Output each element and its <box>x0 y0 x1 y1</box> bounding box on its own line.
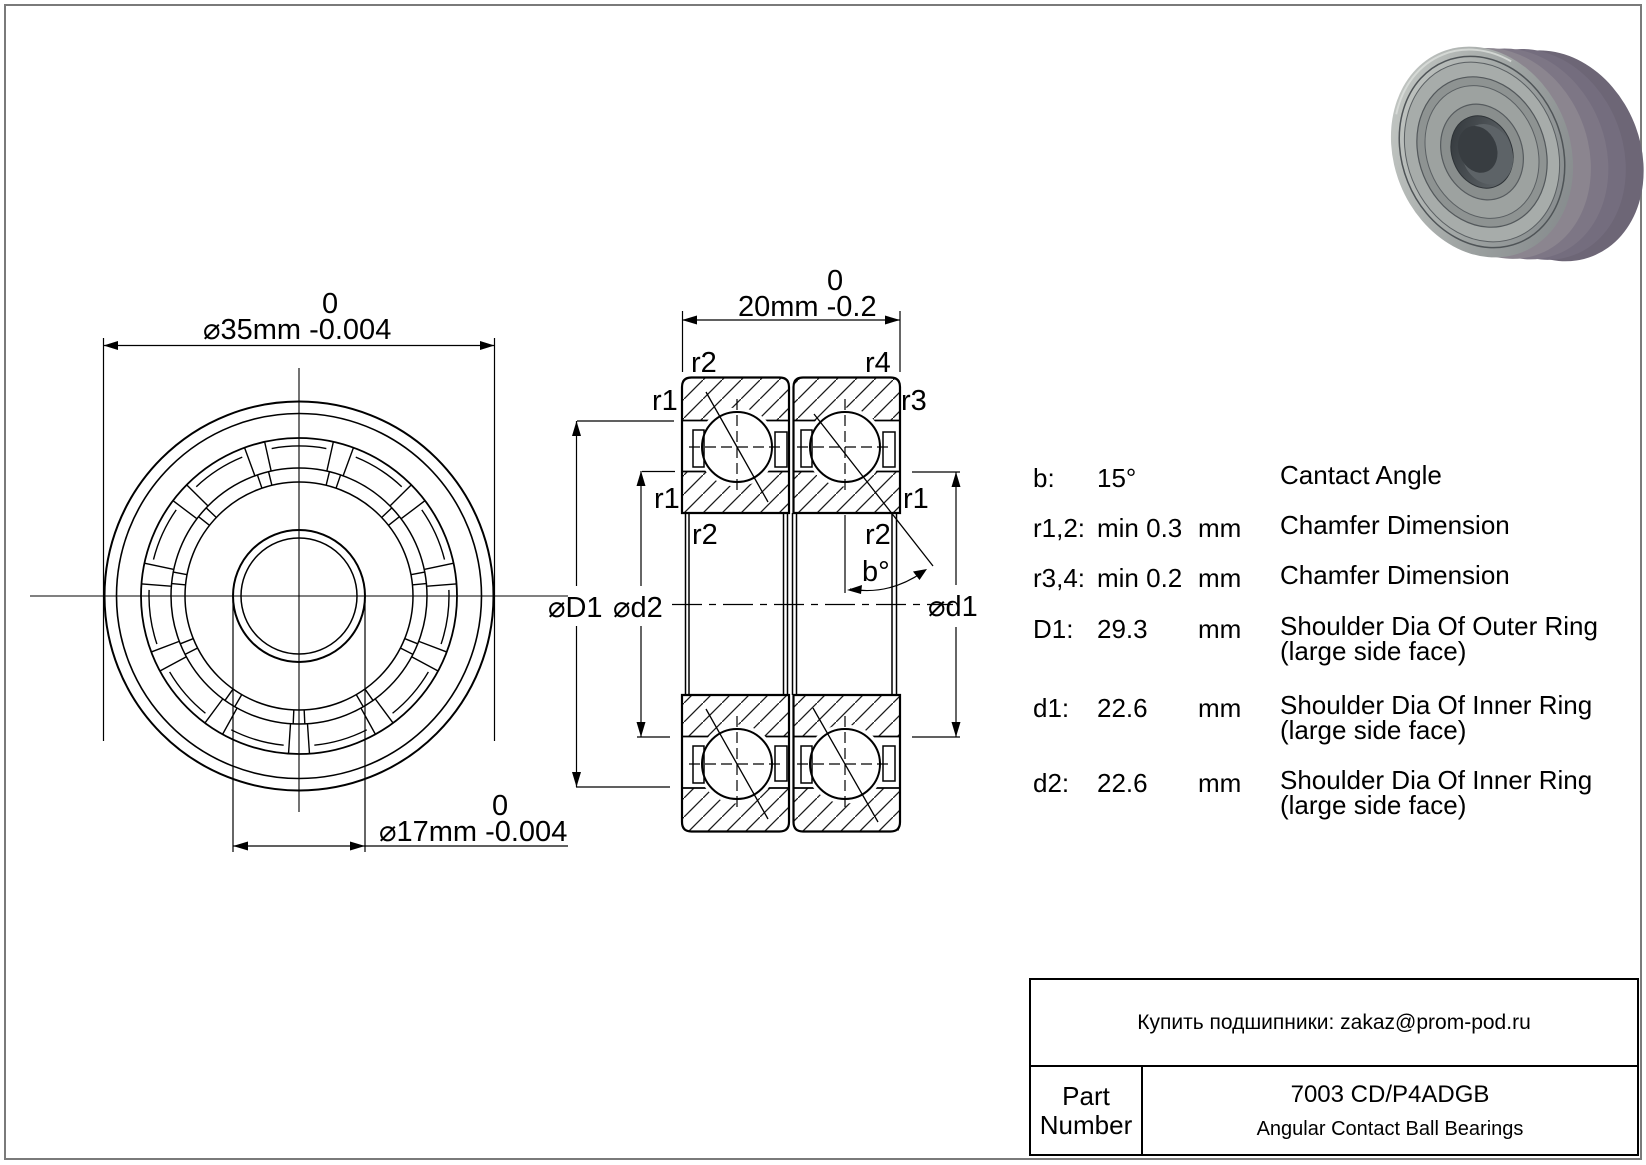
spec-value: min 0.3 <box>1097 513 1183 543</box>
spec-description: Shoulder Dia Of Inner Ring (large side face) <box>1280 765 1593 820</box>
spec-label: D1: <box>1033 614 1074 644</box>
spec-label: d1: <box>1033 693 1070 723</box>
spec-description: Shoulder Dia Of Outer Ring (large side face) <box>1280 611 1598 666</box>
label-r1-mid-right: r1 <box>903 483 929 515</box>
label-contact-angle: b° <box>862 556 890 588</box>
label-r4-top-right: r4 <box>865 347 891 379</box>
spec-label: d2: <box>1033 768 1070 798</box>
spec-unit: mm <box>1198 563 1242 593</box>
spec-unit: mm <box>1198 693 1242 723</box>
part-type: Angular Contact Ball Bearings <box>1256 1117 1524 1140</box>
front-view-centerlines <box>30 368 568 812</box>
title-block-contact <box>1029 978 1639 1067</box>
label-r2-bore-left: r2 <box>692 519 718 551</box>
label-D1: ⌀D1 <box>548 592 603 624</box>
spec-unit: mm <box>1198 513 1242 543</box>
spec-unit: mm <box>1198 614 1242 644</box>
dim-bore-tolerance-upper: 0 <box>492 790 509 822</box>
label-d2: ⌀d2 <box>613 592 663 624</box>
spec-unit: mm <box>1198 768 1242 798</box>
label-r1-outer-left: r1 <box>652 385 678 417</box>
spec-value: 15° <box>1097 463 1137 493</box>
spec-value: 22.6 <box>1097 768 1148 798</box>
spec-value: min 0.2 <box>1097 563 1183 593</box>
part-number: 7003 CD/P4ADGB <box>1290 1080 1490 1108</box>
label-d1: ⌀d1 <box>928 591 978 623</box>
spec-description: Cantact Angle <box>1280 460 1442 490</box>
spec-label: r1,2: <box>1033 513 1086 543</box>
dim-width-tolerance-upper: 0 <box>827 265 844 297</box>
bearing-balls <box>702 412 880 799</box>
title-block-part-number-cell <box>1143 1067 1639 1156</box>
front-view <box>30 288 568 852</box>
part-label-line1: Part <box>1062 1080 1110 1111</box>
label-r3-outer-right: r3 <box>901 385 927 417</box>
dim-outer-diameter-text: ⌀35mm -0.004 <box>203 314 392 346</box>
dim-width-text: 20mm -0.2 <box>738 291 877 323</box>
title-block-part-label <box>1029 1067 1143 1156</box>
label-r2-top-left: r2 <box>691 347 717 379</box>
dim-bore-diameter-text: ⌀17mm -0.004 <box>379 816 568 848</box>
dim-bore-diameter <box>233 600 568 852</box>
spec-label: b: <box>1033 463 1055 493</box>
spec-value: 22.6 <box>1097 693 1148 723</box>
contact-text: Купить подшипники: zakaz@prom-pod.ru <box>1137 1010 1531 1034</box>
spec-description: Chamfer Dimension <box>1280 560 1510 590</box>
label-r1-mid-left: r1 <box>654 483 680 515</box>
part-label-line2: Number <box>1039 1109 1133 1140</box>
spec-label: r3,4: <box>1033 563 1086 593</box>
spec-value: 29.3 <box>1097 614 1148 644</box>
dim-outer-tolerance-upper: 0 <box>322 288 339 320</box>
label-r2-bore-right: r2 <box>865 519 891 551</box>
spec-description: Shoulder Dia Of Inner Ring (large side face) <box>1280 690 1593 745</box>
bearing-3d-image <box>1360 0 1646 313</box>
spec-description: Chamfer Dimension <box>1280 510 1510 540</box>
cross-section-view <box>548 265 978 832</box>
